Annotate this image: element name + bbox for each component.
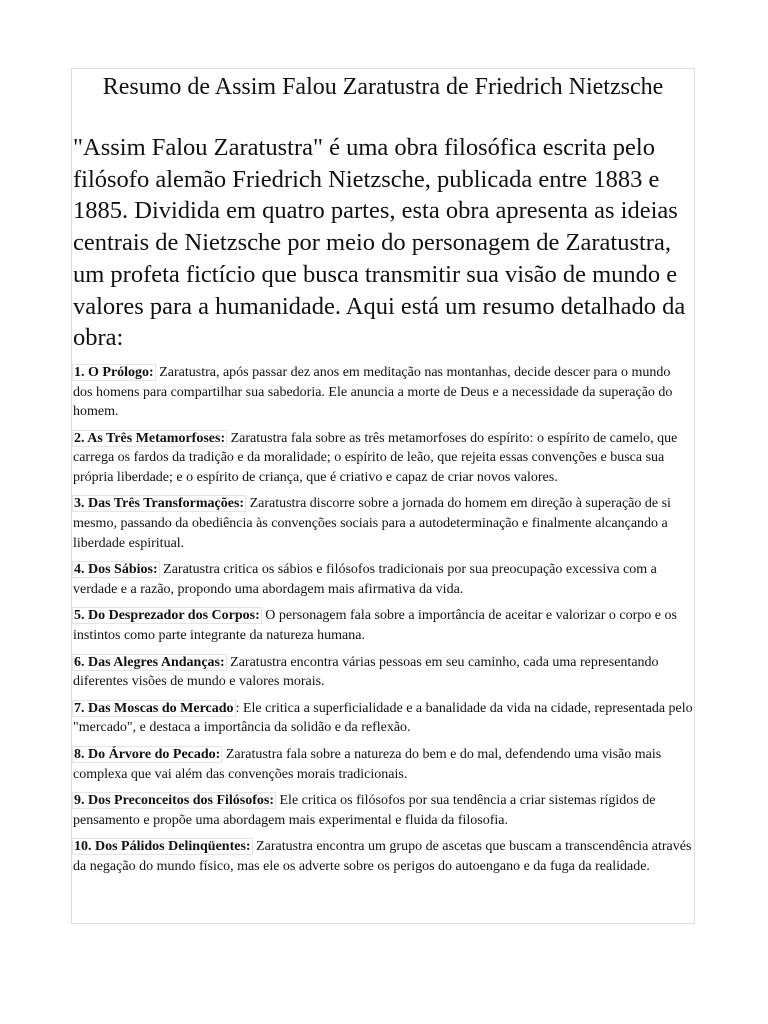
summary-item <box>73 363 693 422</box>
summary-item-heading: 2. As Três Metamorfoses: <box>74 430 226 446</box>
summary-item-text: Ele critica os filósofos por sua tendência a criar sistemas rígidos de pensamento e propõe uma abordagem mais experimental e fluida da filosofia. <box>73 793 656 828</box>
summary-item-heading: 9. Dos Preconceitos dos Filósofos: <box>74 793 274 809</box>
summary-item-heading: 5. Do Desprezador dos Corpos: <box>74 608 260 624</box>
summary-item-heading: 3. Das Três Transformações: <box>74 496 245 512</box>
summary-item-text: Zaratustra fala sobre as três metamorfoses do espírito: o espírito de camelo, que carrega os fardos da tradição e da moralidade; o espírito de leão, que rejeita essas convenções e busca sua própria liberdade; e o espírito de criança, que é criativo e capaz de criar novos valores. <box>73 430 678 485</box>
summary-item-heading: 6. Das Alegres Andanças: <box>74 654 225 670</box>
summary-item <box>73 653 693 692</box>
summary-item-text: Zaratustra fala sobre a natureza do bem e do mal, defendendo uma visão mais complexa que vai além das convenções morais tradicionais. <box>73 747 662 782</box>
summary-sections <box>73 363 693 877</box>
summary-item-text: Zaratustra, após passar dez anos em meditação nas montanhas, decide descer para o mundo dos homens para compartilhar sua sabedoria. Ele anuncia a morte de Deus e a necessidade da superação do homem. <box>73 364 673 420</box>
summary-item-heading: 8. Do Árvore do Pecado: <box>74 747 221 763</box>
intro-paragraph: "Assim Falou Zaratustra" é uma obra filosófica escrita pelo filósofo alemão Friedrich Nietzsche, publicada entre 1883 e 1885. Dividida em quatro partes, esta obra apresenta as ideias centrais de Nietzsche por meio do personagem de Zaratustra, um profeta fictício que busca transmitir sua visão de mundo e valores para a humanidade. Aqui está um resumo detalhado da obra: <box>73 134 686 352</box>
summary-item-text: : Ele critica a superficialidade e a banalidade da vida na cidade, representada pelo "mercado", e destaca a importância da solidão e da reflexão. <box>73 700 693 736</box>
summary-item-text: Zaratustra encontra um grupo de ascetas que buscam a transcendência através da negação do mundo físico, mas ele os adverte sobre os perigos do autoengano e da fuga da realidade. <box>73 839 692 874</box>
summary-item <box>73 745 693 784</box>
summary-item-heading: 1. O Prólogo: <box>74 364 154 380</box>
summary-item-heading: 10. Dos Pálidos Delinqüentes: <box>74 839 251 855</box>
document-body <box>73 70 693 884</box>
summary-item-text: Zaratustra encontra várias pessoas em seu caminho, cada uma representando diferentes visões de mundo e valores morais. <box>73 654 659 690</box>
summary-item-text: Zaratustra critica os sábios e filósofos tradicionais por sua preocupação excessiva com a verdade e a razão, propondo uma abordagem mais afirmativa da vida. <box>73 562 657 597</box>
summary-item-text: O personagem fala sobre a importância de aceitar e valorizar o corpo e os instintos como parte integrante da natureza humana. <box>73 608 677 644</box>
summary-item <box>73 791 693 830</box>
summary-item-heading: 7. Das Moscas do Mercado <box>74 700 234 716</box>
summary-item <box>73 560 693 599</box>
summary-item <box>73 837 693 876</box>
summary-item <box>73 606 693 645</box>
document-title: Resumo de Assim Falou Zaratustra de Friedrich Nietzsche <box>102 74 664 100</box>
summary-item <box>73 429 693 488</box>
summary-item <box>73 494 693 553</box>
summary-item-heading: 4. Dos Sábios: <box>74 562 158 578</box>
summary-item-text: Zaratustra discorre sobre a jornada do homem em direção à superação de si mesmo, passando da obediência às convenções sociais para a autodeterminação e finalmente alcançando a liberdade espiritual. <box>73 496 671 551</box>
summary-item <box>73 699 693 738</box>
